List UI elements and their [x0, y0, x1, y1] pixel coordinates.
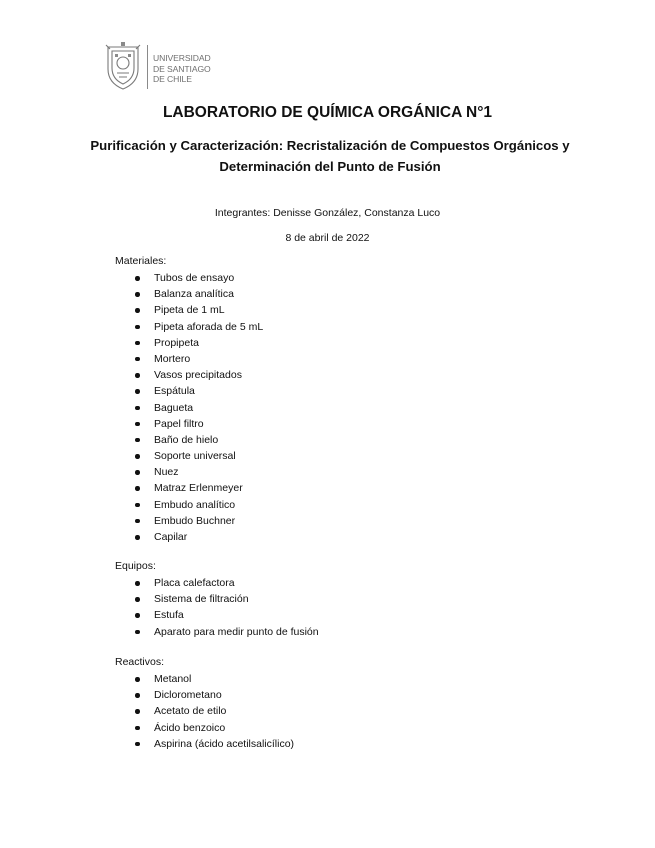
- list-item: Pipeta de 1 mL: [135, 302, 263, 318]
- list-item: Soporte universal: [135, 448, 263, 464]
- list-item: Ácido benzoico: [135, 720, 294, 736]
- university-crest-icon: [104, 41, 142, 91]
- university-logo: [104, 41, 224, 93]
- list-item: Placa calefactora: [135, 575, 319, 591]
- reagents-list: [135, 671, 294, 752]
- materials-label: Materiales:: [115, 255, 167, 267]
- university-name: [153, 53, 211, 85]
- list-item: Aparato para medir punto de fusión: [135, 624, 319, 640]
- subtitle-line: Purificación y Caracterización: Recristalización de Compuestos Orgánicos y: [90, 138, 570, 153]
- list-item: Acetato de etilo: [135, 703, 294, 719]
- list-item: Aspirina (ácido acetilsalicílico): [135, 736, 294, 752]
- list-item: Papel filtro: [135, 416, 263, 432]
- list-item: Sistema de filtración: [135, 591, 319, 607]
- list-item: Nuez: [135, 464, 263, 480]
- members-line: Integrantes: Denisse González, Constanza Luco: [214, 207, 441, 219]
- materials-list: [135, 270, 263, 545]
- list-item: Balanza analítica: [135, 286, 263, 302]
- logo-separator: [147, 45, 148, 89]
- list-item: Pipeta aforada de 5 mL: [135, 319, 263, 335]
- list-item: Diclorometano: [135, 687, 294, 703]
- university-name-line: UNIVERSIDAD: [153, 53, 211, 63]
- university-name-line: DE SANTIAGO: [153, 63, 211, 74]
- list-item: Capilar: [135, 529, 263, 545]
- list-item: Bagueta: [135, 400, 263, 416]
- reagents-label: Reactivos:: [115, 656, 165, 668]
- document-subtitle: [80, 135, 580, 177]
- equipment-list: [135, 575, 319, 640]
- subtitle-line: Determinación del Punto de Fusión: [219, 159, 441, 174]
- list-item: Metanol: [135, 671, 294, 687]
- university-name-line: DE CHILE: [153, 74, 192, 84]
- list-item: Embudo Buchner: [135, 513, 263, 529]
- date-line: 8 de abril de 2022: [285, 232, 370, 244]
- equipment-label: Equipos:: [115, 560, 156, 572]
- list-item: Tubos de ensayo: [135, 270, 263, 286]
- list-item: Embudo analítico: [135, 497, 263, 513]
- list-item: Vasos precipitados: [135, 367, 263, 383]
- list-item: Propipeta: [135, 335, 263, 351]
- list-item: Estufa: [135, 607, 319, 623]
- list-item: Mortero: [135, 351, 263, 367]
- list-item: Baño de hielo: [135, 432, 263, 448]
- document-title: LABORATORIO DE QUÍMICA ORGÁNICA N°1: [162, 104, 493, 121]
- list-item: Matraz Erlenmeyer: [135, 480, 263, 496]
- list-item: Espátula: [135, 383, 263, 399]
